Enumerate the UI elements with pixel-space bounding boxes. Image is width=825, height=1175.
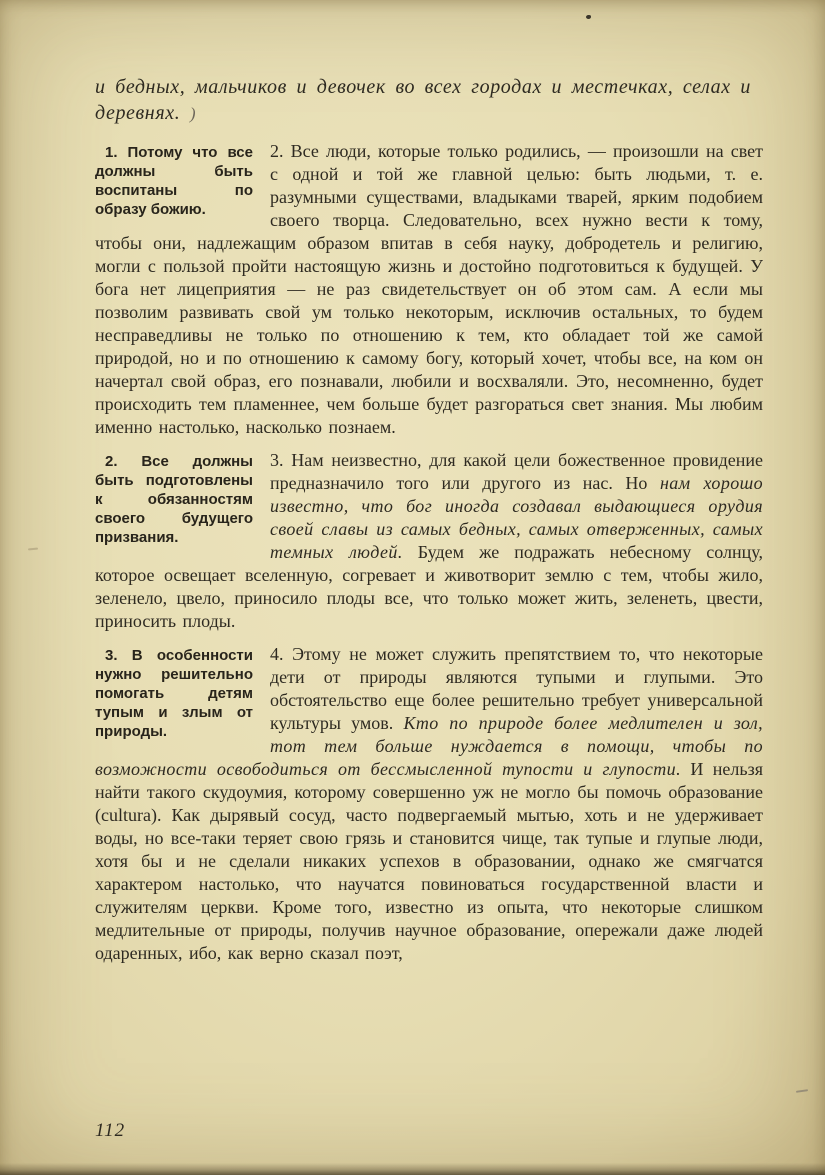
intro-text: и бедных, мальчиков и девочек во всех городах и местечках, селах и деревнях.: [95, 76, 751, 124]
pencil-dash-mark: [796, 1089, 808, 1093]
pencil-mark: ): [189, 104, 196, 123]
paragraph-4-segment: 4. Этому не может служить препятствием то, что некоторые дети от природы являются тупыми и глупыми. Это обстоятельство еще более решительно требует универсальной культуры умов.: [270, 644, 763, 733]
margin-note-3: 3. В особенности нужно решительно помогать детям тупым и злым от природы.: [95, 647, 253, 740]
page-bottom-shadow: [0, 1163, 825, 1175]
paragraph-4-segment: И нельзя найти такого скудоумия, которому совершенно уж не могло бы помочь образование (cultura). Как дырявый сосуд, часто подвергаемый мытью, хоть и не удерживает воды, но все-таки теряет свою грязь и становится чище, так тупые и глупые люди, хотя бы и не сделали никаких успехов в образовании, однако же смягчатся характером настолько, что научатся повиноваться государственной власти и служителям церкви. Кроме того, известно из опыта, что некоторые слишком медлительные от природы, получив научное образование, опережали даже людей одаренных, ибо, как верно сказал поэт,: [95, 759, 763, 963]
ink-speck: [586, 15, 591, 19]
paragraph-3: [95, 449, 763, 633]
paragraph-3-italic-segment: нам хорошо известно, что бог иногда создавал выдающиеся орудия своей славы из самых бедных, самых отверженных, самых темных людей.: [270, 473, 764, 562]
intro-italic-paragraph: [95, 74, 763, 127]
margin-note-1: 1. Потому что все должны быть воспитаны по образу божию.: [95, 144, 253, 218]
margin-smudge: [28, 548, 38, 551]
paragraph-3-segment: Будем же подражать небесному солнцу, которое освещает вселенную, согревает и животворит землю с тем, чтобы жило, зеленело, цвело, приносило плоды все, что только может жить, зеленеть, цвести, приносить плоды.: [95, 542, 763, 631]
margin-note-2: 2. Все должны быть подготовлены к обязанностям своего будущего призвания.: [95, 453, 253, 546]
paragraph-4: [95, 643, 763, 965]
paragraph-2: [95, 140, 763, 439]
paragraph-3-segment: 3. Нам неизвестно, для какой цели божественное провидение предназначило того или другого из нас. Но: [270, 450, 763, 493]
paragraph-4-italic-segment: Кто по природе более медлителен и зол, тот тем больше нуждается в помощи, чтобы по возможности освободиться от бессмысленной тупости и глупости.: [95, 713, 763, 779]
page-text-block: [95, 74, 763, 975]
paragraph-2-segment: 2. Все люди, которые только родились, — произошли на свет с одной и той же главной целью: быть людьми, т. е. разумными существами, владыками тварей, ярким подобием своего творца. Следовательно, всех нужно вести к тому, чтобы они, надлежащим образом впитав в себя науку, добродетель и религию, могли с пользой пройти настоящую жизнь и достойно подготовиться к будущей. У бога нет лицеприятия — не раз свидетельствует он об этом сам. А если мы позволим развивать свой ум только некоторым, исключив остальных, то будем несправедливы не только по отношению к тем, кто обладает той же самой природой, но и по отношению к самому богу, который хочет, чтобы все, на ком он начертал свой образ, его познавали, любили и восхваляли. Это, несомненно, будет происходить тем пламеннее, чем больше будет разгораться свет знания. Мы любим именно настолько, насколько познаем.: [95, 141, 763, 437]
page-number: 112: [95, 1120, 126, 1141]
